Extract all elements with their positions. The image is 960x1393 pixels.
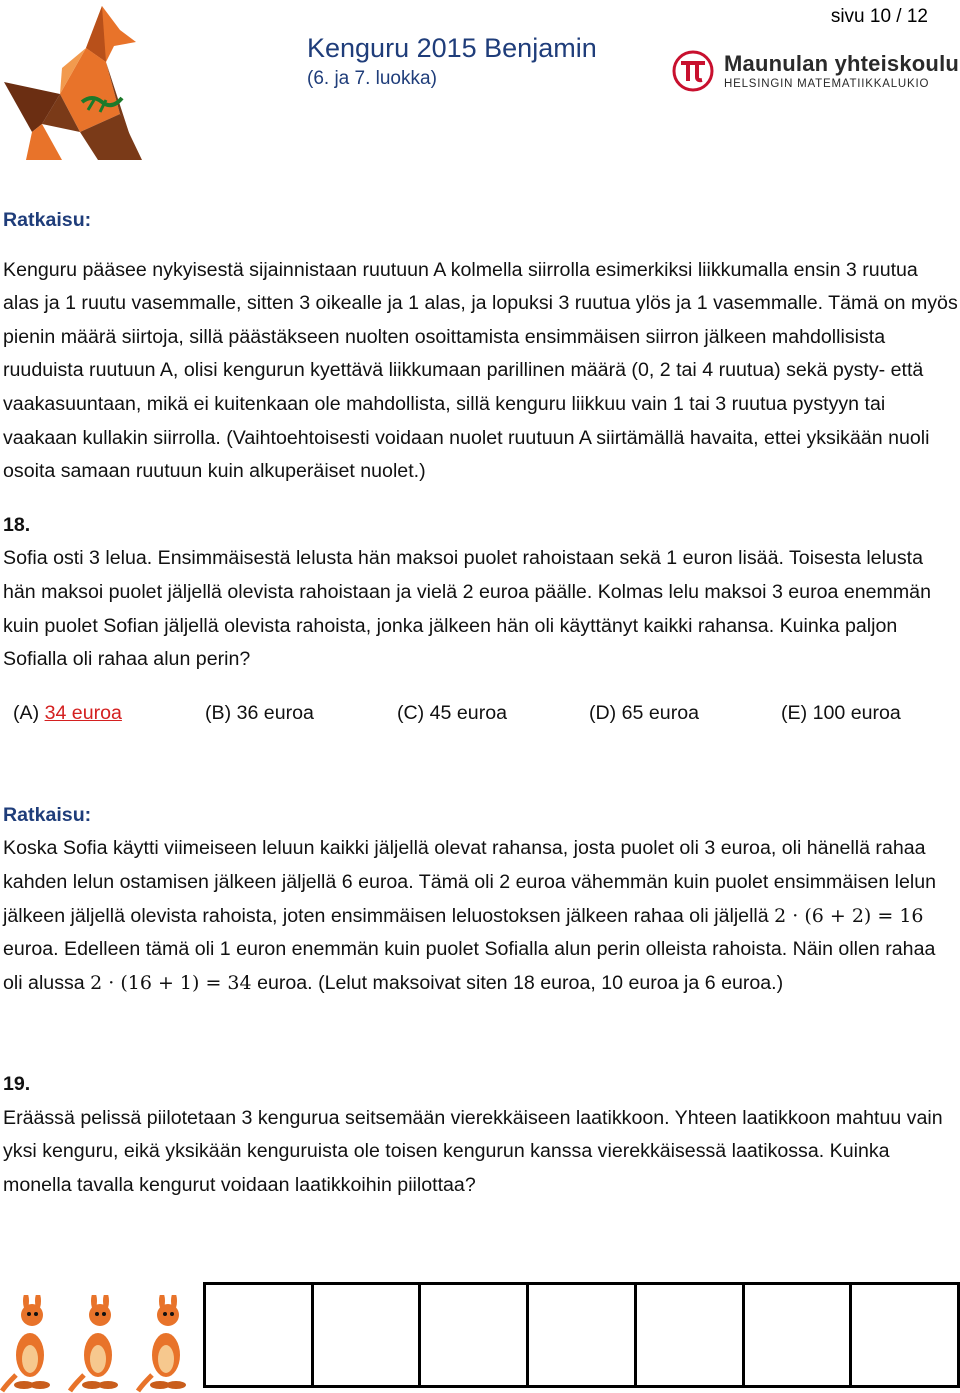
school-name: Maunulan yhteiskoulu (724, 51, 960, 76)
box-6 (745, 1285, 853, 1385)
choice-a-value-correct: 34 euroa (44, 701, 122, 724)
box-row (203, 1282, 960, 1388)
question-number: 19. (3, 1073, 31, 1096)
cartoon-kangaroo-icon (70, 1295, 118, 1391)
document-title: Kenguru 2015 Benjamin (307, 33, 597, 63)
cartoon-kangaroo-icon (2, 1295, 50, 1391)
choice-d (589, 697, 699, 731)
choice-e (781, 697, 901, 731)
school-subtitle: HELSINGIN MATEMATIIKKALUKIO (724, 78, 930, 90)
solution-18-part1: Koska Sofia käytti viimeiseen leluun kaikki jäljellä olevat rahansa, josta puolet oli 3 euroa, oli hänellä rahaa kahden lelun ostamisen jälkeen jäljellä 6 euroa. Tämä oli 2 euroa vähemmän kuin puolet ensimmäisen lelun jälkeen jäljellä olevista rahoista, joten ensimmäisen leluostoksen jälkeen rahaa oli jäljellä (3, 837, 937, 927)
box-5 (637, 1285, 745, 1385)
origami-kangaroo-logo (2, 2, 142, 162)
choice-a (13, 697, 122, 731)
choice-b-value: 36 euroa (236, 701, 314, 724)
answer-choices (13, 697, 958, 731)
choice-d-value: 65 euroa (621, 701, 700, 724)
solution-18-math2: 2 · (16 + 1) = 34 (90, 971, 252, 994)
solution-heading: Ratkaisu: (3, 803, 92, 826)
choice-d-prefix: (D) (589, 701, 622, 724)
solution-17-text: Kenguru pääsee nykyisestä sijainnistaan ruutuun A kolmella siirrolla esimerkiksi liikkumalla ensin 3 ruutua alas ja 1 ruutu vasemmalle, sitten 3 oikealle ja 1 alas, ja lopuksi 3 ruutua ylös ja 1 vasemmalle. Tämä on myös pienin määrä siirtoja, sillä päästäkseen nuolten osoittamista ensimmäisen siirron jälkeen mahdollisista ruuduista ruutuun A, olisi kengurun kyettävä liikkumaan parillinen määrä (0, 2 tai 4 ruutua) sekä pysty- että vaakasuuntaan, mikä ei kuitenkaan ole mahdollista, sillä kenguru liikkuu vain 1 tai 3 ruutua pystyyn tai vaakaan kullakin siirrolla. (Vaihtoehtoisesti voidaan nuolet ruutuun A siirtämällä havaita, ettei yksikään nuoli osoita samaan ruutuun kuin alkuperäiset nuolet.) (3, 258, 958, 483)
solution-18-part3: euroa. (Lelut maksoivat siten 18 euroa, 10 euroa ja 6 euroa.) (251, 971, 784, 994)
choice-b-prefix: (B) (205, 701, 237, 724)
solution-18-text (3, 832, 958, 1000)
school-pi-logo (672, 50, 714, 92)
choice-a-prefix: (A) (13, 701, 45, 724)
choice-b (205, 697, 314, 731)
solution-18-math1: 2 · (6 + 2) = 16 (774, 904, 924, 927)
box-1 (206, 1285, 314, 1385)
solution-heading: Ratkaisu: (3, 209, 92, 231)
choice-c (397, 697, 507, 731)
question-18-text: Sofia osti 3 lelua. Ensimmäisestä lelusta hän maksoi puolet rahoistaan sekä 1 euron lisää. Toisesta lelusta hän maksoi puolet jäljellä olevista rahoistaan ja vielä 2 euroa päälle. Kolmas lelu maksoi 3 euroa enemmän kuin puolet Sofian jäljellä olevista rahoista, jonka jälkeen hän oli käyttänyt kaikki rahansa. Kuinka paljon Sofialla oli rahaa alun perin? (3, 547, 931, 671)
box-2 (314, 1285, 422, 1385)
box-4 (529, 1285, 637, 1385)
choice-e-prefix: (E) (781, 701, 813, 724)
document-subtitle: (6. ja 7. luokka) (307, 68, 437, 89)
question-19-text: Eräässä pelissä piilotetaan 3 kengurua seitsemään vierekkäiseen laatikkoon. Yhteen laatikkoon mahtuu vain yksi kenguru, eikä yksikään kenguruista ole toisen kengurun kanssa vierekkäisessä laatikossa. Kuinka monella tavalla kengurut voidaan laatikkoihin piilottaa? (3, 1106, 943, 1197)
box-7 (852, 1285, 957, 1385)
cartoon-kangaroo-icon (138, 1295, 186, 1391)
choice-c-value: 45 euroa (429, 701, 508, 724)
kangaroo-illustrations (0, 1295, 205, 1393)
page-number: sivu 10 / 12 (830, 6, 928, 27)
page-content (3, 204, 958, 1203)
box-3 (421, 1285, 529, 1385)
question-number: 18. (3, 513, 31, 536)
choice-c-prefix: (C) (397, 701, 430, 724)
choice-e-value: 100 euroa (812, 701, 901, 724)
solution-18-part2: euroa. Edelleen tämä oli 1 euron enemmän kuin puolet Sofialla alun perin olleista rahoista. Näin ollen rahaa oli alussa (3, 938, 936, 994)
